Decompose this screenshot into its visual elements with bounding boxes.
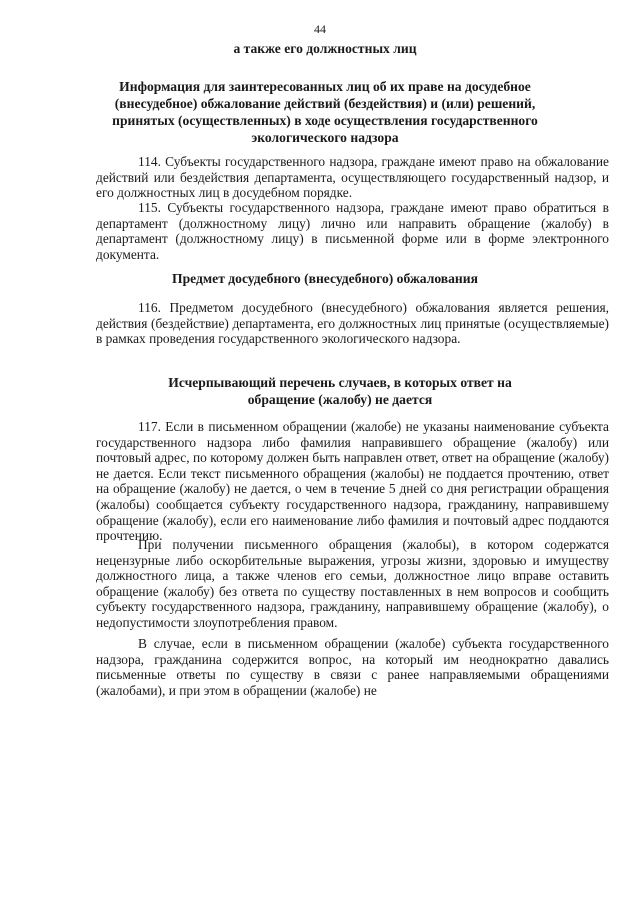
page-number: 44 xyxy=(314,22,326,36)
paragraph-114: 114. Субъекты государственного надзора, граждане имеют право на обжалование действий или бездействия департамента, осуществляющего государственный надзор, и его должностных лиц в досудебном порядке. xyxy=(96,154,609,201)
paragraph-117: 117. Если в письменном обращении (жалобе) не указаны наименование субъекта государственного надзора либо фамилия направившего обращение (жалобу) или почтовый адрес, по которому должен быть направлен ответ, ответ на обращение (жалобу) не дается. Если текст письменного обращения (жалобы) не поддается прочтению, ответ на обращение (жалобу) не дается, о чем в течение 5 дней со дня регистрации обращения (жалобы) сообщается субъекту государственного надзора, гражданину, направившему обращение (жалобу), если его наименование либо фамилия и почтовый адрес поддаются прочтению. xyxy=(96,419,609,544)
section-title-cases: Исчерпывающий перечень случаев, в которых ответ на обращение (жалобу) не дается xyxy=(168,375,512,407)
paragraph-repeated-question: В случае, если в письменном обращении (жалобе) субъекта государственного надзора, гражданина содержится вопрос, на который им неоднократно давались письменные ответы по существу в связи с ранее направляемыми обращениями (жалобами), и при этом в обращении (жалобе) не xyxy=(96,636,609,698)
paragraph-115: 115. Субъекты государственного надзора, граждане имеют право обратиться в департамент (должностному лицу) лично или направить обращение (жалобу) в департамент (должностному лицу) в письменной форме или в форме электронного документа. xyxy=(96,200,609,262)
section-title-information: Информация для заинтересованных лиц об их праве на досудебное (внесудебное) обжалование действий (бездействия) и (или) решений, принятых (осуществленных) в ходе осуществления государственного экологического надзора xyxy=(112,79,538,145)
section-title-subject: Предмет досудебного (внесудебного) обжалования xyxy=(172,271,478,286)
paragraph-116: 116. Предметом досудебного (внесудебного) обжалования является решения, действия (бездействие) департамента, его должностных лиц принятые (осуществляемые) в рамках проведения государственного экологического надзора. xyxy=(96,300,609,347)
paragraph-obscene-content: При получении письменного обращения (жалобы), в котором содержатся нецензурные либо оскорбительные выражения, угрозы жизни, здоровью и имуществу должностного лица, а также членов его семьи, должностное лицо вправе оставить обращение (жалобу) без ответа по существу поставленных в нем вопросов и сообщить субъекту государственного надзора, гражданину, направившему обращение (жалобу), о недопустимости злоупотребления правом. xyxy=(96,537,609,630)
heading-continuation: а также его должностных лиц xyxy=(233,41,417,56)
